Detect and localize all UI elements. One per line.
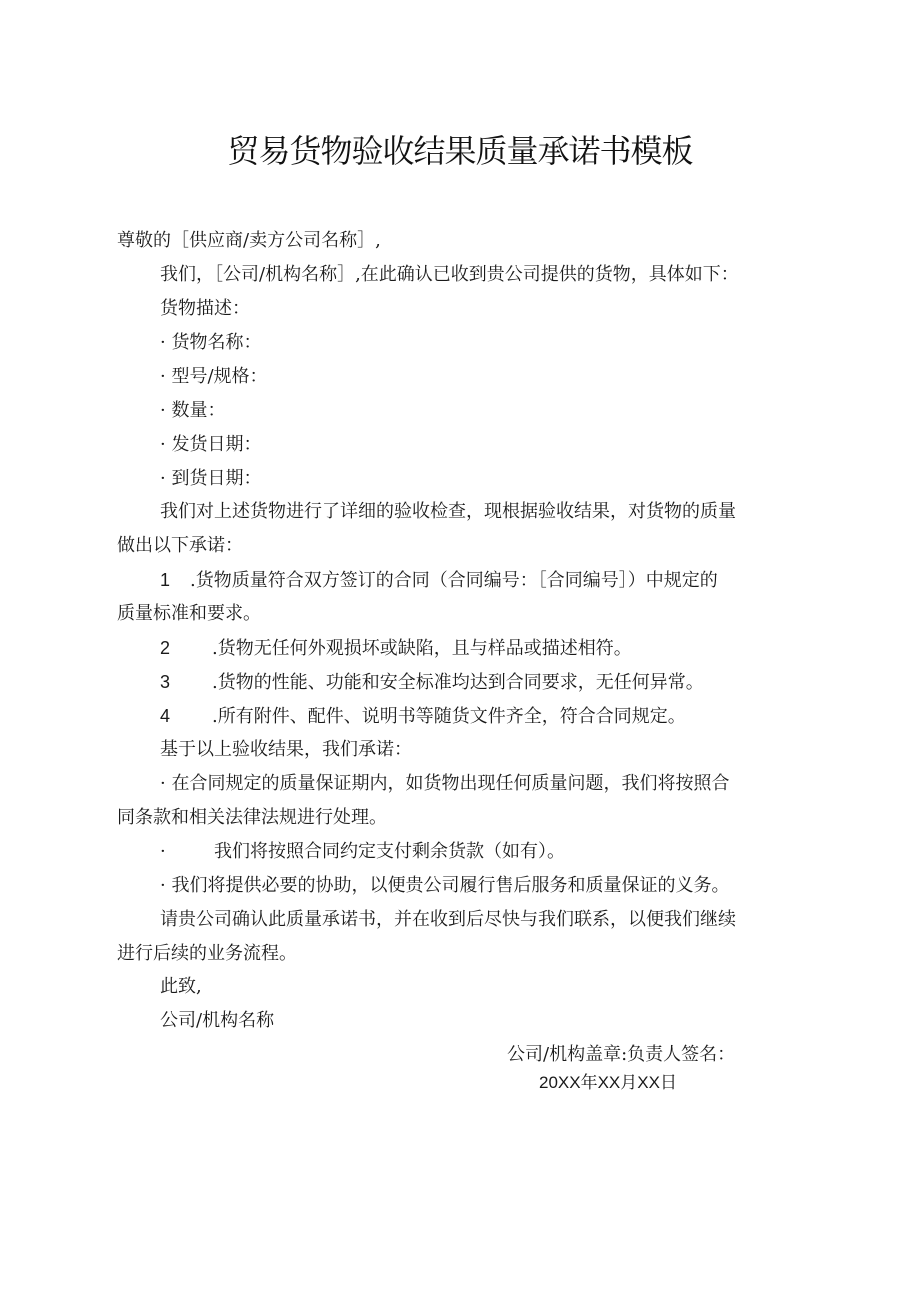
commitment-item-1-line2: 质量标准和要求。 (117, 603, 261, 624)
commitment-number: 1 (160, 570, 171, 590)
commitment-text: .货物无任何外观损坏或缺陷，且与样品或描述相符。 (212, 638, 632, 659)
promise-3: · 我们将提供必要的协助，以便贵公司履行售后服务和质量保证的义务。 (160, 875, 730, 896)
goods-label: 货物描述： (160, 298, 250, 319)
promise-1-line2: 同条款和相关法律法规进行处理。 (117, 807, 387, 828)
commitment-item-4 (160, 705, 686, 728)
goods-item-ship-date: · 发货日期： (160, 434, 262, 455)
promise-1-line1: · 在合同规定的质量保证期内，如货物出现任何质量问题，我们将按照合 (160, 773, 730, 794)
based-on-line: 基于以上验收结果，我们承诺： (160, 739, 412, 760)
goods-item-quantity: · 数量： (160, 400, 226, 421)
goods-item-name: · 货物名称： (160, 332, 262, 353)
intro-paragraph: 我们，［公司/机构名称］,在此确认已收到贵公司提供的货物，具体如下： (160, 264, 739, 285)
commitment-number: 2 (160, 638, 171, 658)
bullet: · (160, 841, 166, 862)
request-line2: 进行后续的业务流程。 (117, 943, 297, 964)
commitment-text: .所有附件、配件、说明书等随货文件齐全，符合合同规定。 (212, 706, 686, 727)
closing: 此致, (160, 976, 202, 997)
date-line: 20XX年XX月XX日 (539, 1073, 677, 1092)
commitment-number: 4 (160, 706, 171, 726)
commitment-item-1 (160, 569, 718, 592)
inspection-paragraph-line1: 我们对上述货物进行了详细的验收检查，现根据验收结果，对货物的质量 (160, 501, 736, 522)
commitment-item-3 (160, 671, 704, 694)
commitment-text: .货物质量符合双方签订的合同（合同编号：［合同编号］）中规定的 (190, 570, 718, 591)
commitment-item-2 (160, 637, 632, 660)
promise-2 (160, 841, 565, 863)
promise-2-text: 我们将按照合同约定支付剩余货款（如有）。 (214, 841, 565, 862)
greeting: 尊敬的［供应商/卖方公司名称］, (117, 230, 381, 251)
goods-item-arrival-date: · 到货日期： (160, 468, 262, 489)
request-line1: 请贵公司确认此质量承诺书，并在收到后尽快与我们联系，以便我们继续 (160, 909, 736, 930)
page-title: 贸易货物验收结果质量承诺书模板 (227, 132, 693, 170)
signature-line: 公司/机构盖章:负责人签名： (507, 1044, 736, 1065)
commitment-text: .货物的性能、功能和安全标准均达到合同要求，无任何异常。 (212, 672, 704, 693)
commitment-number: 3 (160, 672, 171, 692)
inspection-paragraph-line2: 做出以下承诺： (117, 535, 243, 556)
goods-item-model: · 型号/规格： (160, 366, 268, 387)
sender-name: 公司/机构名称 (160, 1010, 275, 1031)
